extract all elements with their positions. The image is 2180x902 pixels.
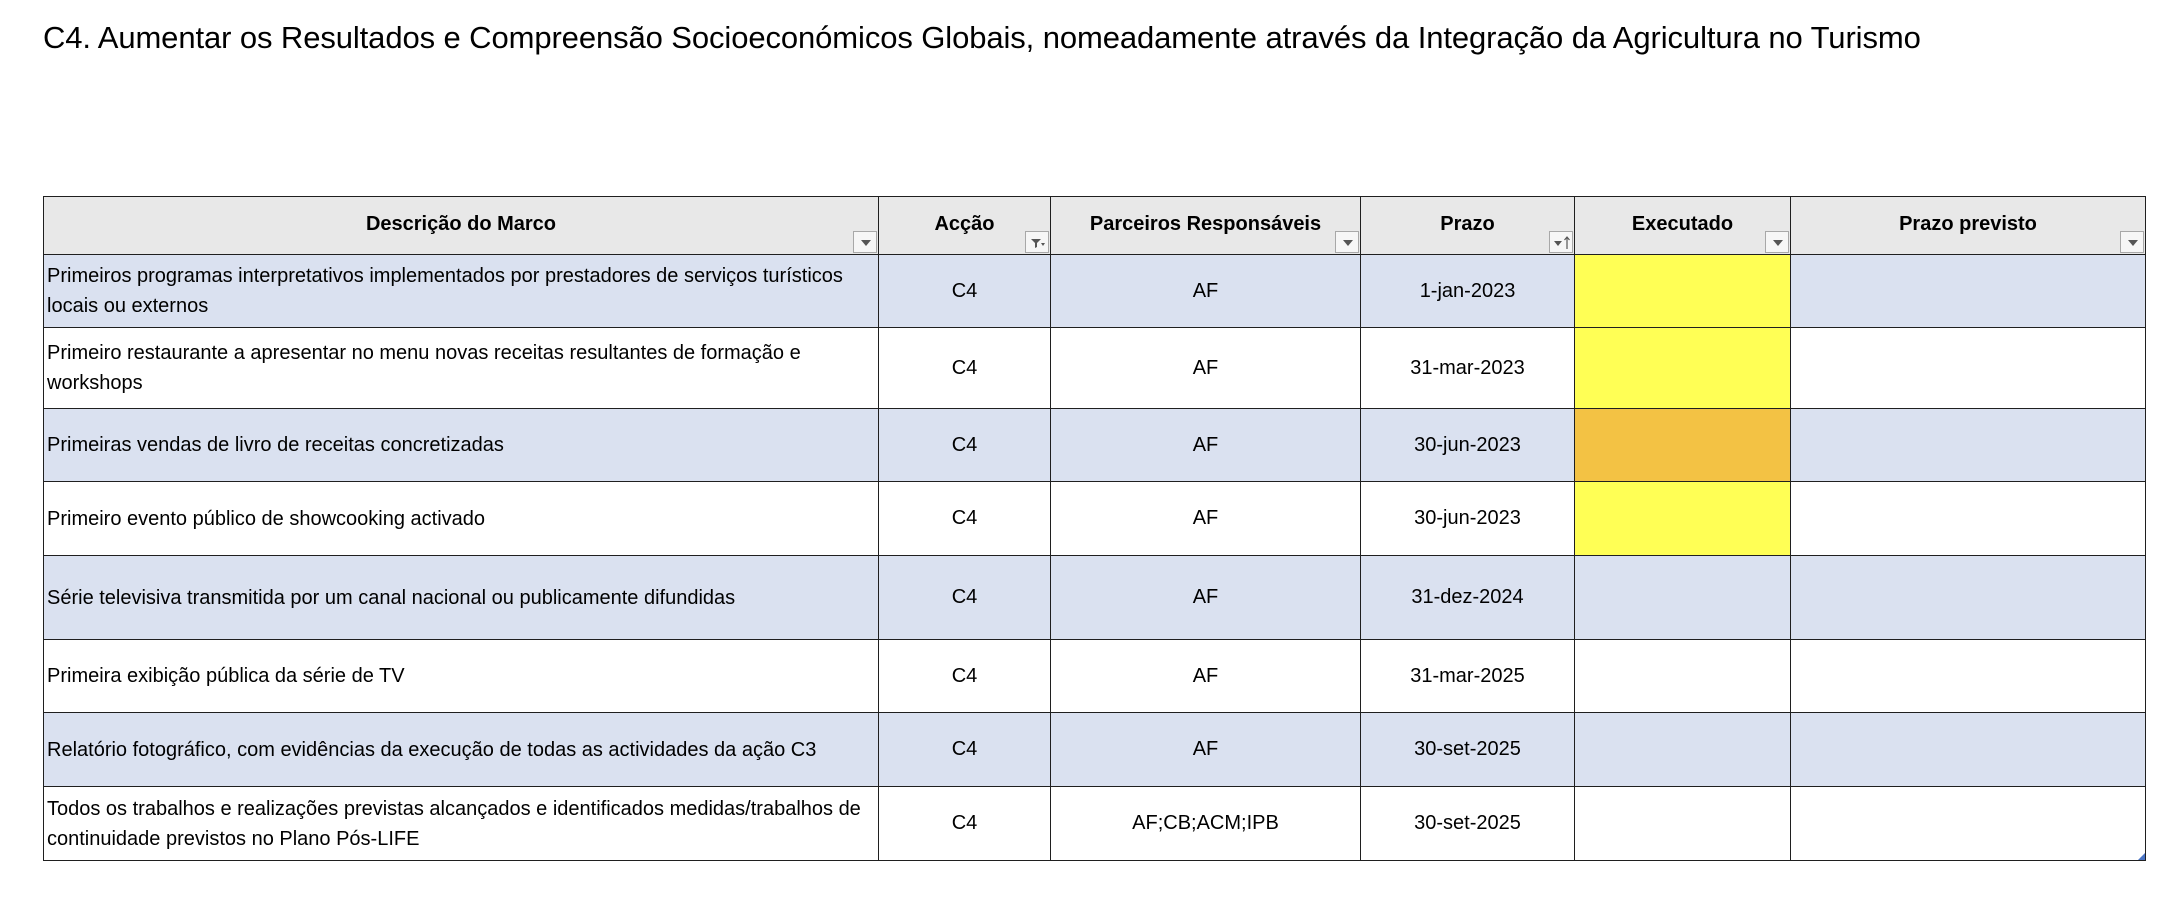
- cell-accao[interactable]: C4: [879, 713, 1051, 787]
- cell-parceiros[interactable]: AF: [1051, 640, 1361, 713]
- cell-descricao[interactable]: Primeiro restaurante a apresentar no menu novas receitas resultantes de formação e workshops: [44, 328, 879, 409]
- cell-prazo[interactable]: 30-jun-2023: [1361, 409, 1575, 482]
- column-header-label: Acção: [934, 213, 995, 235]
- cell-descricao[interactable]: Relatório fotográfico, com evidências da execução de todas as actividades da ação C3: [44, 713, 879, 787]
- column-header-descricao[interactable]: [44, 197, 879, 255]
- cell-prazo-previsto[interactable]: [1791, 787, 2146, 861]
- table-row: [44, 409, 2146, 482]
- cell-executado[interactable]: [1575, 409, 1791, 482]
- table-row: [44, 556, 2146, 640]
- cell-executado[interactable]: [1575, 328, 1791, 409]
- column-header-label: Prazo previsto: [1899, 213, 2037, 235]
- cell-parceiros[interactable]: AF: [1051, 255, 1361, 328]
- table-header-row: [44, 197, 2146, 255]
- cell-accao[interactable]: C4: [879, 482, 1051, 556]
- cell-executado[interactable]: [1575, 556, 1791, 640]
- table-row: [44, 713, 2146, 787]
- cell-parceiros[interactable]: AF: [1051, 713, 1361, 787]
- cell-prazo[interactable]: 30-set-2025: [1361, 713, 1575, 787]
- table-row: [44, 787, 2146, 861]
- column-header-executado[interactable]: [1575, 197, 1791, 255]
- column-header-prazo[interactable]: [1361, 197, 1575, 255]
- cell-descricao[interactable]: Série televisiva transmitida por um canal nacional ou publicamente difundidas: [44, 556, 879, 640]
- column-header-label: Descrição do Marco: [365, 213, 557, 235]
- cell-prazo[interactable]: 31-mar-2023: [1361, 328, 1575, 409]
- dropdown-arrow-icon[interactable]: [853, 231, 877, 253]
- table-resize-handle[interactable]: [2138, 853, 2145, 860]
- cell-executado[interactable]: [1575, 255, 1791, 328]
- page-title: C4. Aumentar os Resultados e Compreensão Socioeconómicos Globais, nomeadamente através da Integração da Agricultura no Turismo: [43, 20, 1921, 55]
- cell-descricao[interactable]: Primeiros programas interpretativos implementados por prestadores de serviços turísticos locais ou externos: [44, 255, 879, 328]
- cell-executado[interactable]: [1575, 713, 1791, 787]
- cell-descricao[interactable]: Primeiras vendas de livro de receitas concretizadas: [44, 409, 879, 482]
- cell-prazo-previsto[interactable]: [1791, 556, 2146, 640]
- cell-executado[interactable]: [1575, 482, 1791, 556]
- milestones-table: [43, 196, 2146, 861]
- cell-accao[interactable]: C4: [879, 255, 1051, 328]
- cell-descricao[interactable]: Todos os trabalhos e realizações previstas alcançados e identificados medidas/trabalhos de continuidade previstos no Plano Pós-LIFE: [44, 787, 879, 861]
- cell-parceiros[interactable]: AF;CB;ACM;IPB: [1051, 787, 1361, 861]
- cell-executado[interactable]: [1575, 640, 1791, 713]
- filter-active-icon[interactable]: [1025, 231, 1049, 253]
- cell-parceiros[interactable]: AF: [1051, 409, 1361, 482]
- cell-executado[interactable]: [1575, 787, 1791, 861]
- cell-accao[interactable]: C4: [879, 409, 1051, 482]
- cell-prazo-previsto[interactable]: [1791, 328, 2146, 409]
- sort-filter-icon[interactable]: [1549, 231, 1573, 253]
- cell-accao[interactable]: C4: [879, 787, 1051, 861]
- table-row: [44, 482, 2146, 556]
- cell-accao[interactable]: C4: [879, 556, 1051, 640]
- dropdown-arrow-icon[interactable]: [1765, 231, 1789, 253]
- table-row: [44, 640, 2146, 713]
- cell-prazo[interactable]: 30-jun-2023: [1361, 482, 1575, 556]
- cell-prazo[interactable]: 1-jan-2023: [1361, 255, 1575, 328]
- column-header-prazo-previsto[interactable]: [1791, 197, 2146, 255]
- column-header-parceiros[interactable]: [1051, 197, 1361, 255]
- cell-accao[interactable]: C4: [879, 328, 1051, 409]
- cell-prazo-previsto[interactable]: [1791, 255, 2146, 328]
- cell-prazo[interactable]: 31-dez-2024: [1361, 556, 1575, 640]
- cell-descricao[interactable]: Primeiro evento público de showcooking activado: [44, 482, 879, 556]
- cell-descricao[interactable]: Primeira exibição pública da série de TV: [44, 640, 879, 713]
- cell-accao[interactable]: C4: [879, 640, 1051, 713]
- column-header-accao[interactable]: [879, 197, 1051, 255]
- column-header-label: Executado: [1631, 213, 1734, 235]
- cell-prazo-previsto[interactable]: [1791, 409, 2146, 482]
- column-header-label: Parceiros Responsáveis: [1089, 213, 1322, 235]
- cell-parceiros[interactable]: AF: [1051, 556, 1361, 640]
- dropdown-arrow-icon[interactable]: [1335, 231, 1359, 253]
- column-header-label: Prazo: [1440, 213, 1495, 235]
- cell-prazo[interactable]: 31-mar-2025: [1361, 640, 1575, 713]
- cell-parceiros[interactable]: AF: [1051, 482, 1361, 556]
- cell-prazo-previsto[interactable]: [1791, 482, 2146, 556]
- cell-prazo-previsto[interactable]: [1791, 713, 2146, 787]
- cell-prazo[interactable]: 30-set-2025: [1361, 787, 1575, 861]
- table-row: [44, 255, 2146, 328]
- cell-parceiros[interactable]: AF: [1051, 328, 1361, 409]
- dropdown-arrow-icon[interactable]: [2120, 231, 2144, 253]
- cell-prazo-previsto[interactable]: [1791, 640, 2146, 713]
- table-row: [44, 328, 2146, 409]
